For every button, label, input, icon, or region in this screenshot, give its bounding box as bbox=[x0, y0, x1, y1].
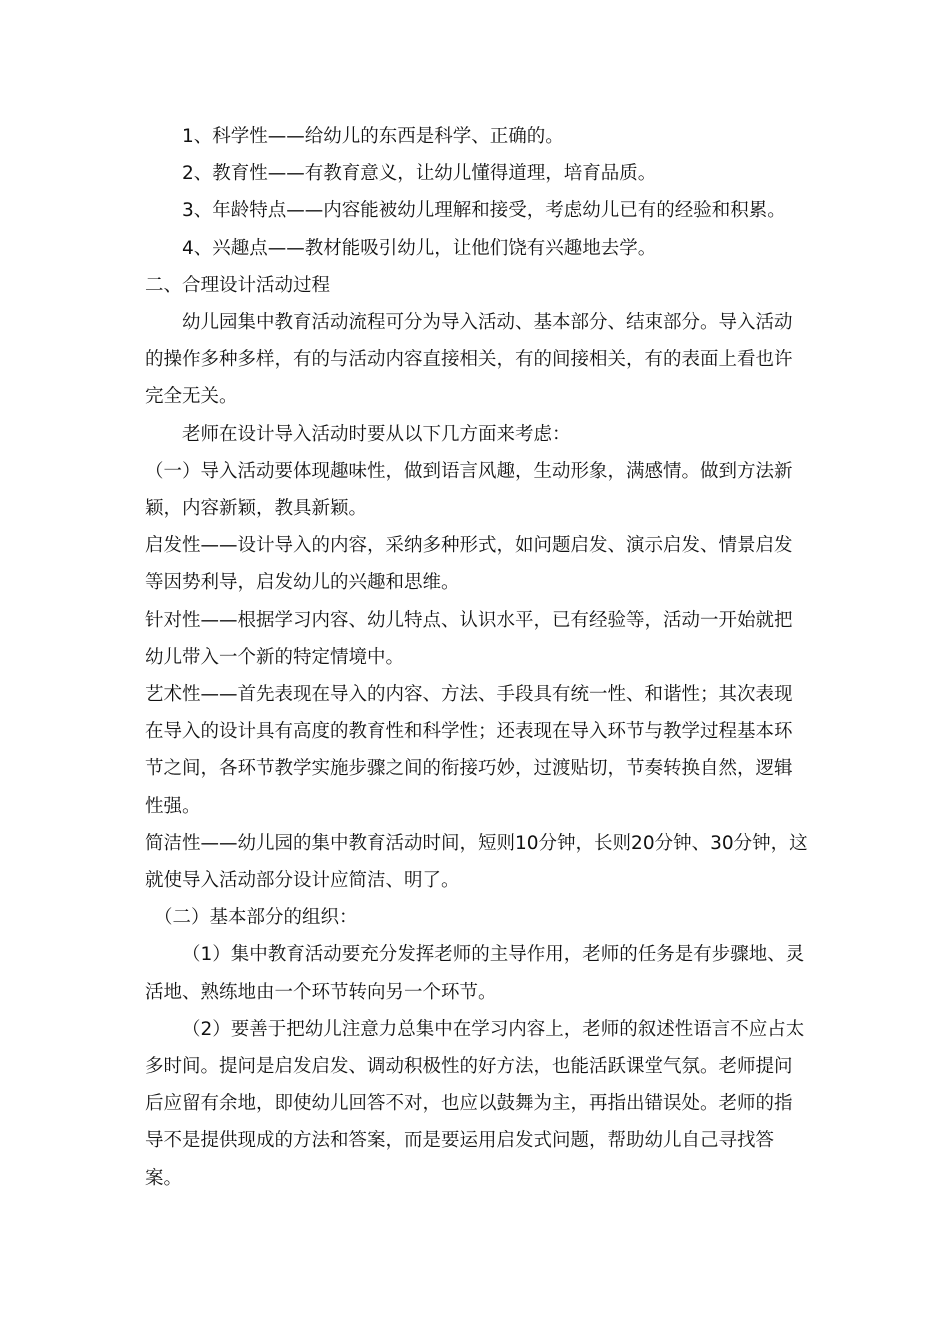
paragraph-point-1: （1）集中教育活动要充分发挥老师的主导作用，老师的任务是有步骤地、灵活地、熟练地由一个环节转向另一个环节。 bbox=[145, 944, 805, 1003]
paragraph-considerations: 老师在设计导入活动时要从以下几方面来考虑： bbox=[182, 423, 571, 445]
list-item-educational: 2、教育性——有教育意义，让幼儿懂得道理，培育品质。 bbox=[182, 163, 657, 185]
section-heading-2: 二、合理设计活动过程 bbox=[145, 274, 331, 296]
paragraph-point-2: （2）要善于把幼儿注意力总集中在学习内容上，老师的叙述性语言不应占太多时间。提问是启发启发、调动积极性的好方法，也能活跃课堂气氛。老师提问后应留有余地，即使幼儿回答不对，也应以鼓舞为主，再指出错误处。老师的指导不是提供现成的方法和答案，而是要运用启发式问题，帮助幼儿自己寻找答案。 bbox=[145, 1018, 805, 1189]
paragraph-flow: 幼儿园集中教育活动流程可分为导入活动、基本部分、结束部分。导入活动的操作多种多样，有的与活动内容直接相关，有的间接相关，有的表面上看也许完全无关。 bbox=[145, 312, 793, 408]
paragraph-concise: 简洁性——幼儿园的集中教育活动时间，短则10分钟，长则20分钟、30分钟，这就使导入活动部分设计应简洁、明了。 bbox=[145, 832, 808, 892]
paragraph-targeted: 针对性——根据学习内容、幼儿特点、认识水平，已有经验等，活动一开始就把幼儿带入一个新的特定情境中。 bbox=[145, 609, 793, 668]
list-item-interest: 4、兴趣点——教材能吸引幼儿，让他们饶有兴趣地去学。 bbox=[182, 237, 657, 259]
list-item-age: 3、年龄特点——内容能被幼儿理解和接受，考虑幼儿已有的经验和积累。 bbox=[182, 200, 786, 222]
subsection-heading-basic: （二）基本部分的组织： bbox=[154, 907, 358, 929]
document-body bbox=[145, 118, 810, 1197]
list-item-scientific: 1、科学性——给幼儿的东西是科学、正确的。 bbox=[182, 126, 564, 147]
paragraph-inspiration: 启发性——设计导入的内容，采纳多种形式，如问题启发、演示启发、情景启发等因势利导，启发幼儿的兴趣和思维。 bbox=[145, 535, 793, 594]
paragraph-intro-interest: （一）导入活动要体现趣味性，做到语言风趣，生动形象，满感情。做到方法新颖，内容新颖，教具新颖。 bbox=[145, 460, 793, 520]
paragraph-artistic: 艺术性——首先表现在导入的内容、方法、手段具有统一性、和谐性；其次表现在导入的设计具有高度的教育性和科学性；还表现在导入环节与教学过程基本环节之间，各环节教学实施步骤之间的衔接巧妙，过渡贴切，节奏转换自然，逻辑性强。 bbox=[145, 684, 793, 817]
